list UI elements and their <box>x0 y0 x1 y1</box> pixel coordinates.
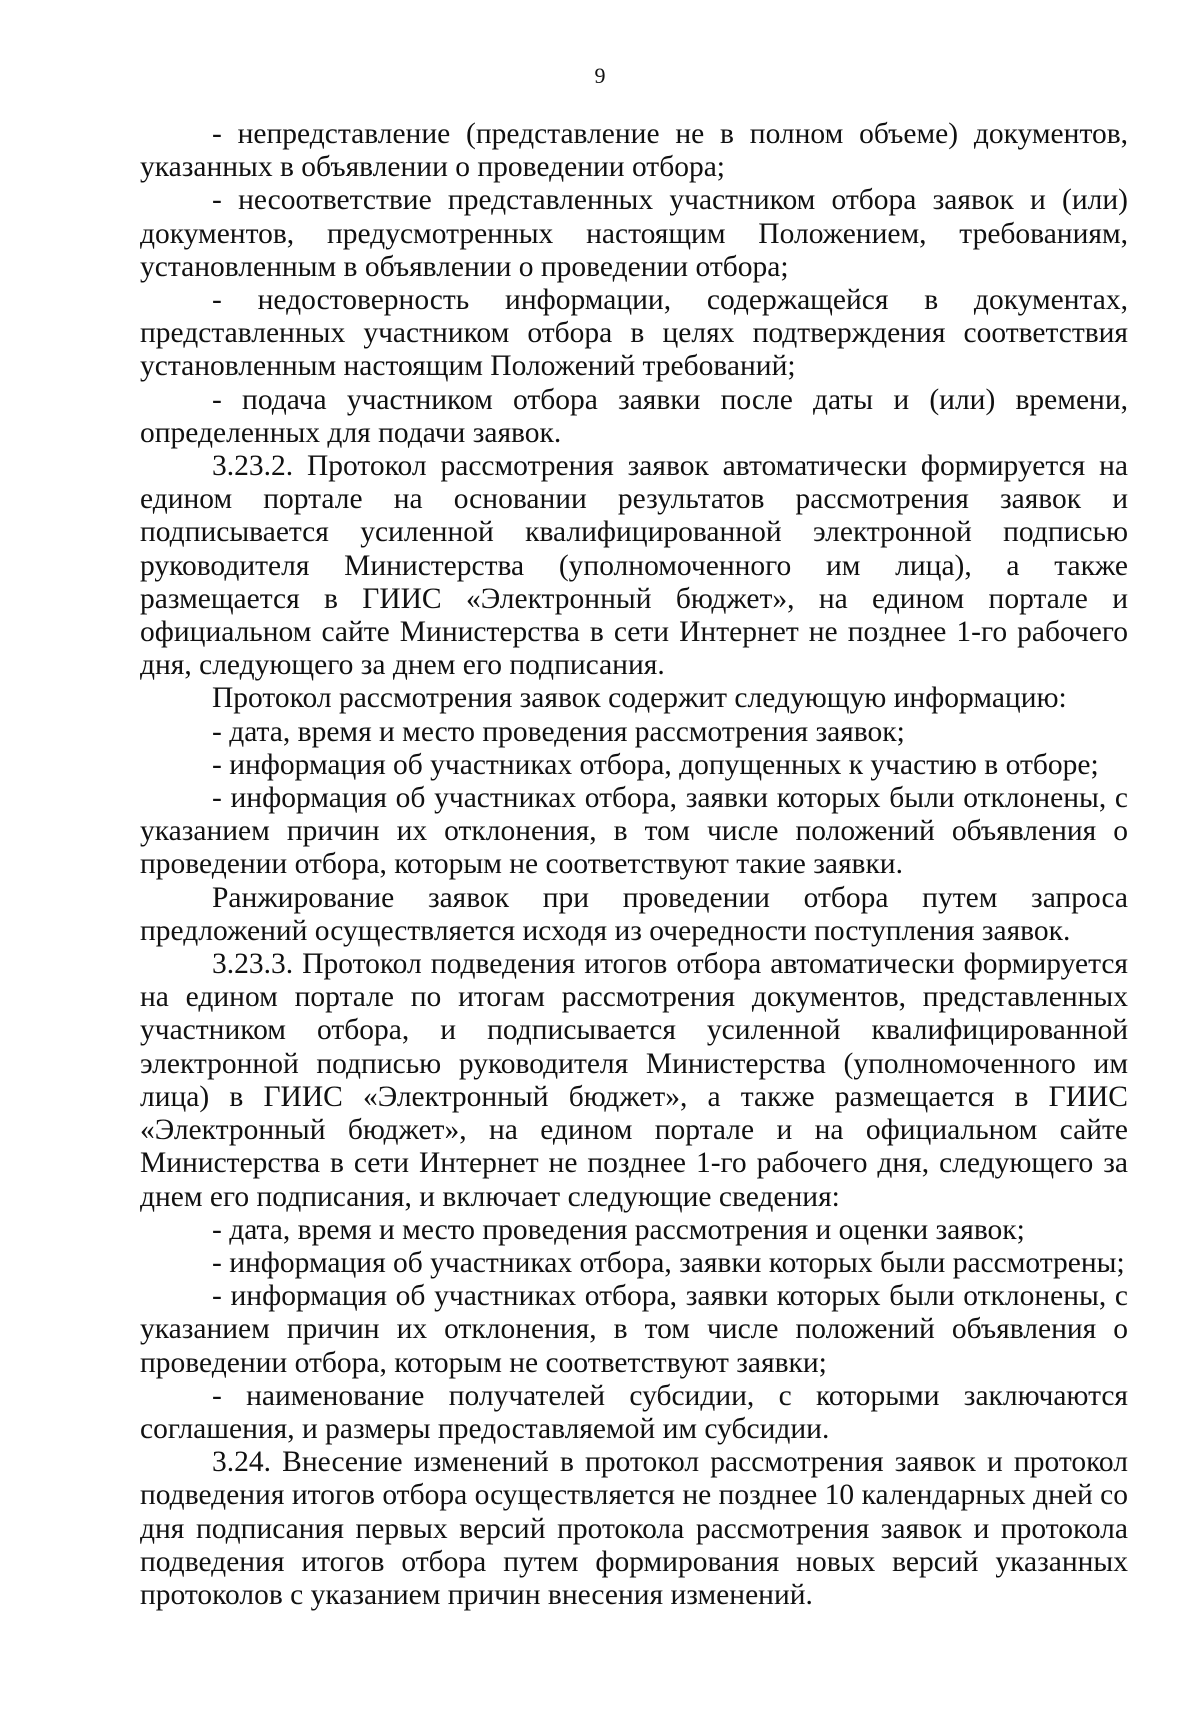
paragraph-protocol-contents: Протокол рассмотрения заявок содержит следующую информацию: <box>212 682 1067 715</box>
list-item-date-time-place: - дата, время и место проведения рассмотрения заявок; <box>212 715 905 748</box>
paragraph-3-24: 3.24. Внесение изменений в протокол рассмотрения заявок и протокол подведения итогов отбора осуществляется не позднее 10 календарных дней со дня подписания первых версий протокола рассмотрения заявок и протокола подведения итогов отбора путем формирования новых версий указанных протоколов с указанием причин внесения изменений. <box>140 1446 1128 1611</box>
paragraph-late-submission: - подача участником отбора заявки после даты и (или) времени, определенных для подачи заявок. <box>140 383 1128 449</box>
list-item-rejected-participants: - информация об участниках отбора, заявки которых были отклонены, с указанием причин их отклонения, в том числе положений объявления о проведении отбора, которым не соответствуют такие заявки. <box>140 782 1128 881</box>
list-item-admitted-participants: - информация об участниках отбора, допущенных к участию в отборе; <box>212 748 1099 781</box>
list-item-rejected-participants-final: - информация об участниках отбора, заявки которых были отклонены, с указанием причин их отклонения, в том числе положений объявления о проведении отбора, которым не соответствуют заявки; <box>140 1280 1128 1379</box>
document-body <box>140 118 1128 1612</box>
list-item-recipients: - наименование получателей субсидии, с которыми заключаются соглашения, и размеры предоставляемой им субсидии. <box>140 1379 1128 1445</box>
paragraph-3-23-2: 3.23.2. Протокол рассмотрения заявок автоматически формируется на едином портале на основании результатов рассмотрения заявок и подписывается усиленной квалифицированной электронной подписью руководителя Министерства (уполномоченного им лица), а также размещается в ГИИС «Электронный бюджет», на едином портале и официальном сайте Министерства в сети Интернет не позднее 1-го рабочего дня, следующего за днем его подписания. <box>140 450 1128 682</box>
page-number: 9 <box>594 63 606 88</box>
paragraph-ranking: Ранжирование заявок при проведении отбора путем запроса предложений осуществляется исходя из очередности поступления заявок. <box>140 881 1128 947</box>
paragraph-nonsubmission: - непредставление (представление не в полном объеме) документов, указанных в объявлении о проведении отбора; <box>140 118 1128 184</box>
paragraph-unreliability: - недостоверность информации, содержащейся в документах, представленных участником отбора в целях подтверждения соответствия установленным настоящим Положений требований; <box>140 284 1128 383</box>
paragraph-nonconformity: - несоответствие представленных участником отбора заявок и (или) документов, предусмотренных настоящим Положением, требованиям, установленным в объявлении о проведении отбора; <box>140 184 1128 283</box>
list-item-date-time-place-evaluation: - дата, время и место проведения рассмотрения и оценки заявок; <box>212 1213 1025 1246</box>
paragraph-3-23-3: 3.23.3. Протокол подведения итогов отбора автоматически формируется на едином портале по итогам рассмотрения документов, представленных участником отбора, и подписывается усиленной квалифицированной электронной подписью руководителя Министерства (уполномоченного им лица) в ГИИС «Электронный бюджет», а также размещается в ГИИС «Электронный бюджет», на едином портале и на официальном сайте Министерства в сети Интернет не позднее 1-го рабочего дня, следующего за днем его подписания, и включает следующие сведения: <box>140 948 1128 1213</box>
list-item-reviewed-participants: - информация об участниках отбора, заявки которых были рассмотрены; <box>212 1246 1125 1279</box>
